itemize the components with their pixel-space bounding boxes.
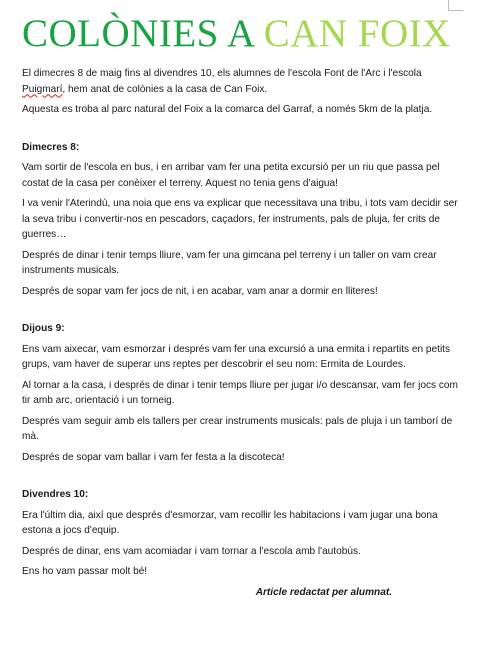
title-part-can-foix: CAN FOIX (263, 12, 451, 55)
heading-dimecres: Dimecres 8: (22, 141, 80, 153)
title-part-a: A (226, 12, 254, 55)
heading-dijous: Dijous 9: (22, 323, 65, 334)
day2-paragraph-2: Al tornar a la casa, i després de dinar i tenir temps lliure per jugar i/o descansar, vam fer jocs com tir amb arc, orientació i un torneig. (22, 379, 458, 406)
misspelled-word: Puigmarí (22, 83, 63, 95)
day3-paragraph-2: Després de dinar, ens vam acomiadar i vam tornar a l'escola amb l'autobús. (22, 545, 361, 557)
document-body (22, 66, 460, 605)
day2-paragraph-4: Després de sopar vam ballar i vam fer festa a la discoteca! (22, 451, 285, 463)
intro-paragraph-2: Aquesta es troba al parc natural del Foix a la comarca del Garraf, a només 5km de la platja. (22, 104, 433, 115)
article-signature: Article redactat per alumnat. (255, 586, 392, 598)
title-part-colonies: COLÒNIES (22, 12, 219, 55)
intro-text-before: El dimecres 8 de maig fins al divendres 10, els alumnes de l'escola Font de l'Arc i l'escola (22, 68, 422, 79)
day2-paragraph-1: Ens vam aixecar, vam esmorzar i després vam fer una excursió a una ermita i repartits en petits grups, vam haver de superar uns reptes per descobrir el seu nom: Ermita de Lourdes. (22, 343, 451, 370)
day2-paragraph-3: Després vam seguir amb els tallers per crear instruments musicals: pals de pluja i un tamborí de mà. (22, 415, 453, 442)
page-title (22, 12, 462, 56)
intro-text-after: , hem anat de colònies a la casa de Can Foix. (62, 83, 268, 95)
intro-paragraph-1 (22, 66, 460, 97)
heading-divendres: Divendres 10: (22, 489, 89, 500)
day3-paragraph-1: Era l'últim dia, així que després d'esmorzar, vam recollir les habitacions i vam jugar una bona estona a jocs d'equip. (22, 509, 438, 536)
day1-paragraph-3: Després de dinar i tenir temps lliure, vam fer una gimcana pel terreny i un taller on vam crear instruments musicals. (22, 249, 437, 276)
day1-paragraph-1: Vam sortir de l'escola en bus, i en arribar vam fer una petita excursió per un riu que passa pel costat de la casa per conèixer el terreny. Aquest no tenia gens d'aigua! (22, 162, 440, 189)
page-corner-mark (448, 0, 463, 11)
day1-paragraph-4: Després de sopar vam fer jocs de nit, i en acabar, vam anar a dormir en lliteres! (22, 285, 378, 297)
day1-paragraph-2: I va venir l'Aterindú, una noia que ens va explicar que necessitava una tribu, i tots vam decidir ser la seva tribu i convertir-nos en pescadors, caçadors, fer instruments, pals de pluja, fer crits de guerres… (22, 198, 458, 240)
day3-paragraph-3: Ens ho vam passar molt bé! (22, 566, 148, 577)
